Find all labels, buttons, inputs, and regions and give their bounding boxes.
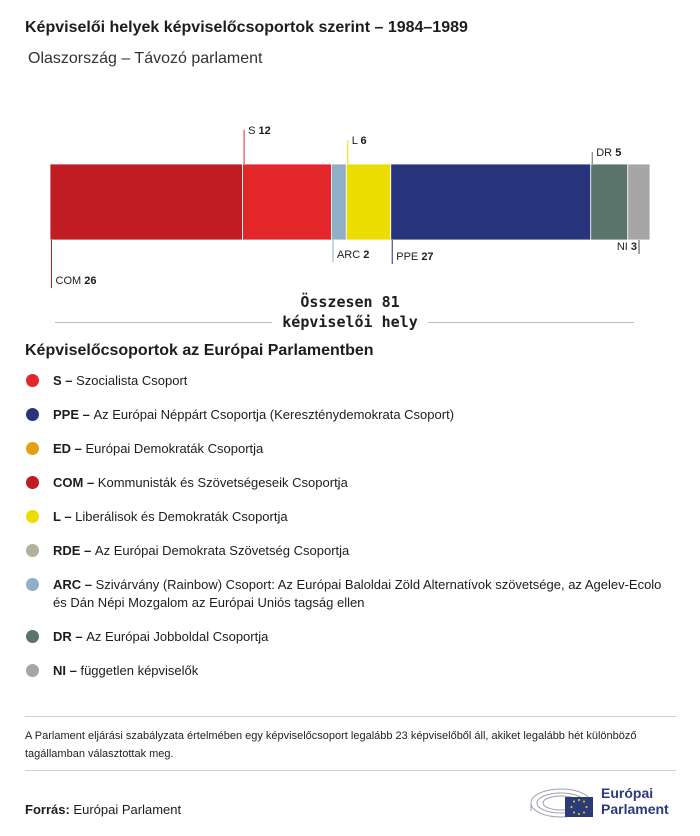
stacked-bar-chart	[0, 110, 700, 290]
legend-text: Liberálisok és Demokraták Csoportja	[75, 509, 288, 524]
logo-text	[601, 785, 669, 817]
legend-item-arc	[25, 576, 665, 612]
legend-dot	[26, 544, 39, 557]
legend-dot	[26, 664, 39, 677]
bar-segment-dr	[591, 164, 628, 240]
segment-label-dr: DR 5	[596, 147, 622, 159]
segment-label-arc: ARC 2	[336, 249, 370, 261]
legend-text: Szivárvány (Rainbow) Csoport: Az Európai Baloldai Zöld Alternatívok szövetsége, az Agelev-Ecolo és Dán Népi Mozgalom az Európai Uniós tagság ellen	[53, 577, 662, 610]
total-rule-left	[55, 322, 272, 323]
legend-item-l	[25, 508, 665, 526]
legend-dot	[26, 476, 39, 489]
legend-code: ARC –	[53, 577, 96, 592]
bar-segment-s	[243, 164, 332, 240]
chart-subtitle: Olaszország – Távozó parlament	[28, 50, 263, 67]
legend-code: NI –	[53, 663, 81, 678]
legend	[25, 372, 665, 696]
legend-text: Az Európai Demokrata Szövetség Csoportja	[94, 543, 350, 558]
total-seats-label: Összesen 81 képviselői hely	[272, 292, 428, 332]
source-label: Forrás:	[25, 802, 70, 817]
source	[25, 802, 181, 817]
legend-text: Európai Demokraták Csoportja	[85, 441, 264, 456]
legend-text: Az Európai Jobboldal Csoportja	[86, 629, 269, 644]
legend-item-rde	[25, 542, 665, 560]
segment-label-ppe: PPE 27	[396, 251, 434, 263]
bar-segment-l	[346, 164, 390, 240]
footnote-bottom-rule	[25, 770, 676, 771]
total-rule-right	[428, 322, 634, 323]
logo-line-2: Parlament	[601, 801, 669, 817]
legend-code: PPE –	[53, 407, 94, 422]
legend-dot	[26, 442, 39, 455]
legend-code: L –	[53, 509, 76, 524]
segment-label-s: S 12	[248, 125, 271, 137]
legend-item-ppe	[25, 406, 665, 424]
source-value: Európai Parlament	[73, 802, 182, 817]
legend-item-s	[25, 372, 665, 390]
bar-segment-ppe	[391, 164, 591, 240]
legend-code: ED –	[53, 441, 86, 456]
legend-item-ni	[25, 662, 665, 680]
legend-text: független képviselők	[80, 663, 199, 678]
legend-dot	[26, 630, 39, 643]
segment-label-com: COM 26	[55, 275, 97, 287]
footnote-top-rule	[25, 716, 676, 717]
legend-text: Az Európai Néppárt Csoportja (Kereszténydemokrata Csoport)	[93, 407, 455, 422]
legend-dot	[26, 510, 39, 523]
legend-code: DR –	[53, 629, 87, 644]
legend-item-com	[25, 474, 665, 492]
segment-label-l: L 6	[351, 135, 367, 147]
legend-item-ed	[25, 440, 665, 458]
parliament-building-icon	[529, 781, 599, 821]
bar-segment-com	[50, 164, 243, 240]
european-parliament-logo	[529, 781, 679, 821]
legend-dot	[26, 374, 39, 387]
chart-title: Képviselői helyek képviselőcsoportok szerint – 1984–1989	[25, 19, 468, 36]
legend-text: Kommunisták és Szövetségeseik Csoportja	[97, 475, 348, 490]
bar-segment-arc	[331, 164, 346, 240]
legend-title: Képviselőcsoportok az Európai Parlamentben	[25, 342, 374, 359]
segment-label-ni: NI 3	[616, 241, 637, 253]
legend-code: RDE –	[53, 543, 95, 558]
footnote: A Parlament eljárási szabályzata értelmében egy képviselőcsoport legalább 23 képviselőből áll, akiket legalább hét különböző tagállamban választottak meg.	[25, 730, 637, 760]
legend-dot	[26, 578, 39, 591]
legend-text: Szocialista Csoport	[76, 373, 188, 388]
logo-line-1: Európai	[601, 785, 654, 801]
bar-segment-ni	[628, 164, 650, 240]
legend-dot	[26, 408, 39, 421]
legend-code: S –	[53, 373, 77, 388]
legend-code: COM –	[53, 475, 98, 490]
legend-item-dr	[25, 628, 665, 646]
